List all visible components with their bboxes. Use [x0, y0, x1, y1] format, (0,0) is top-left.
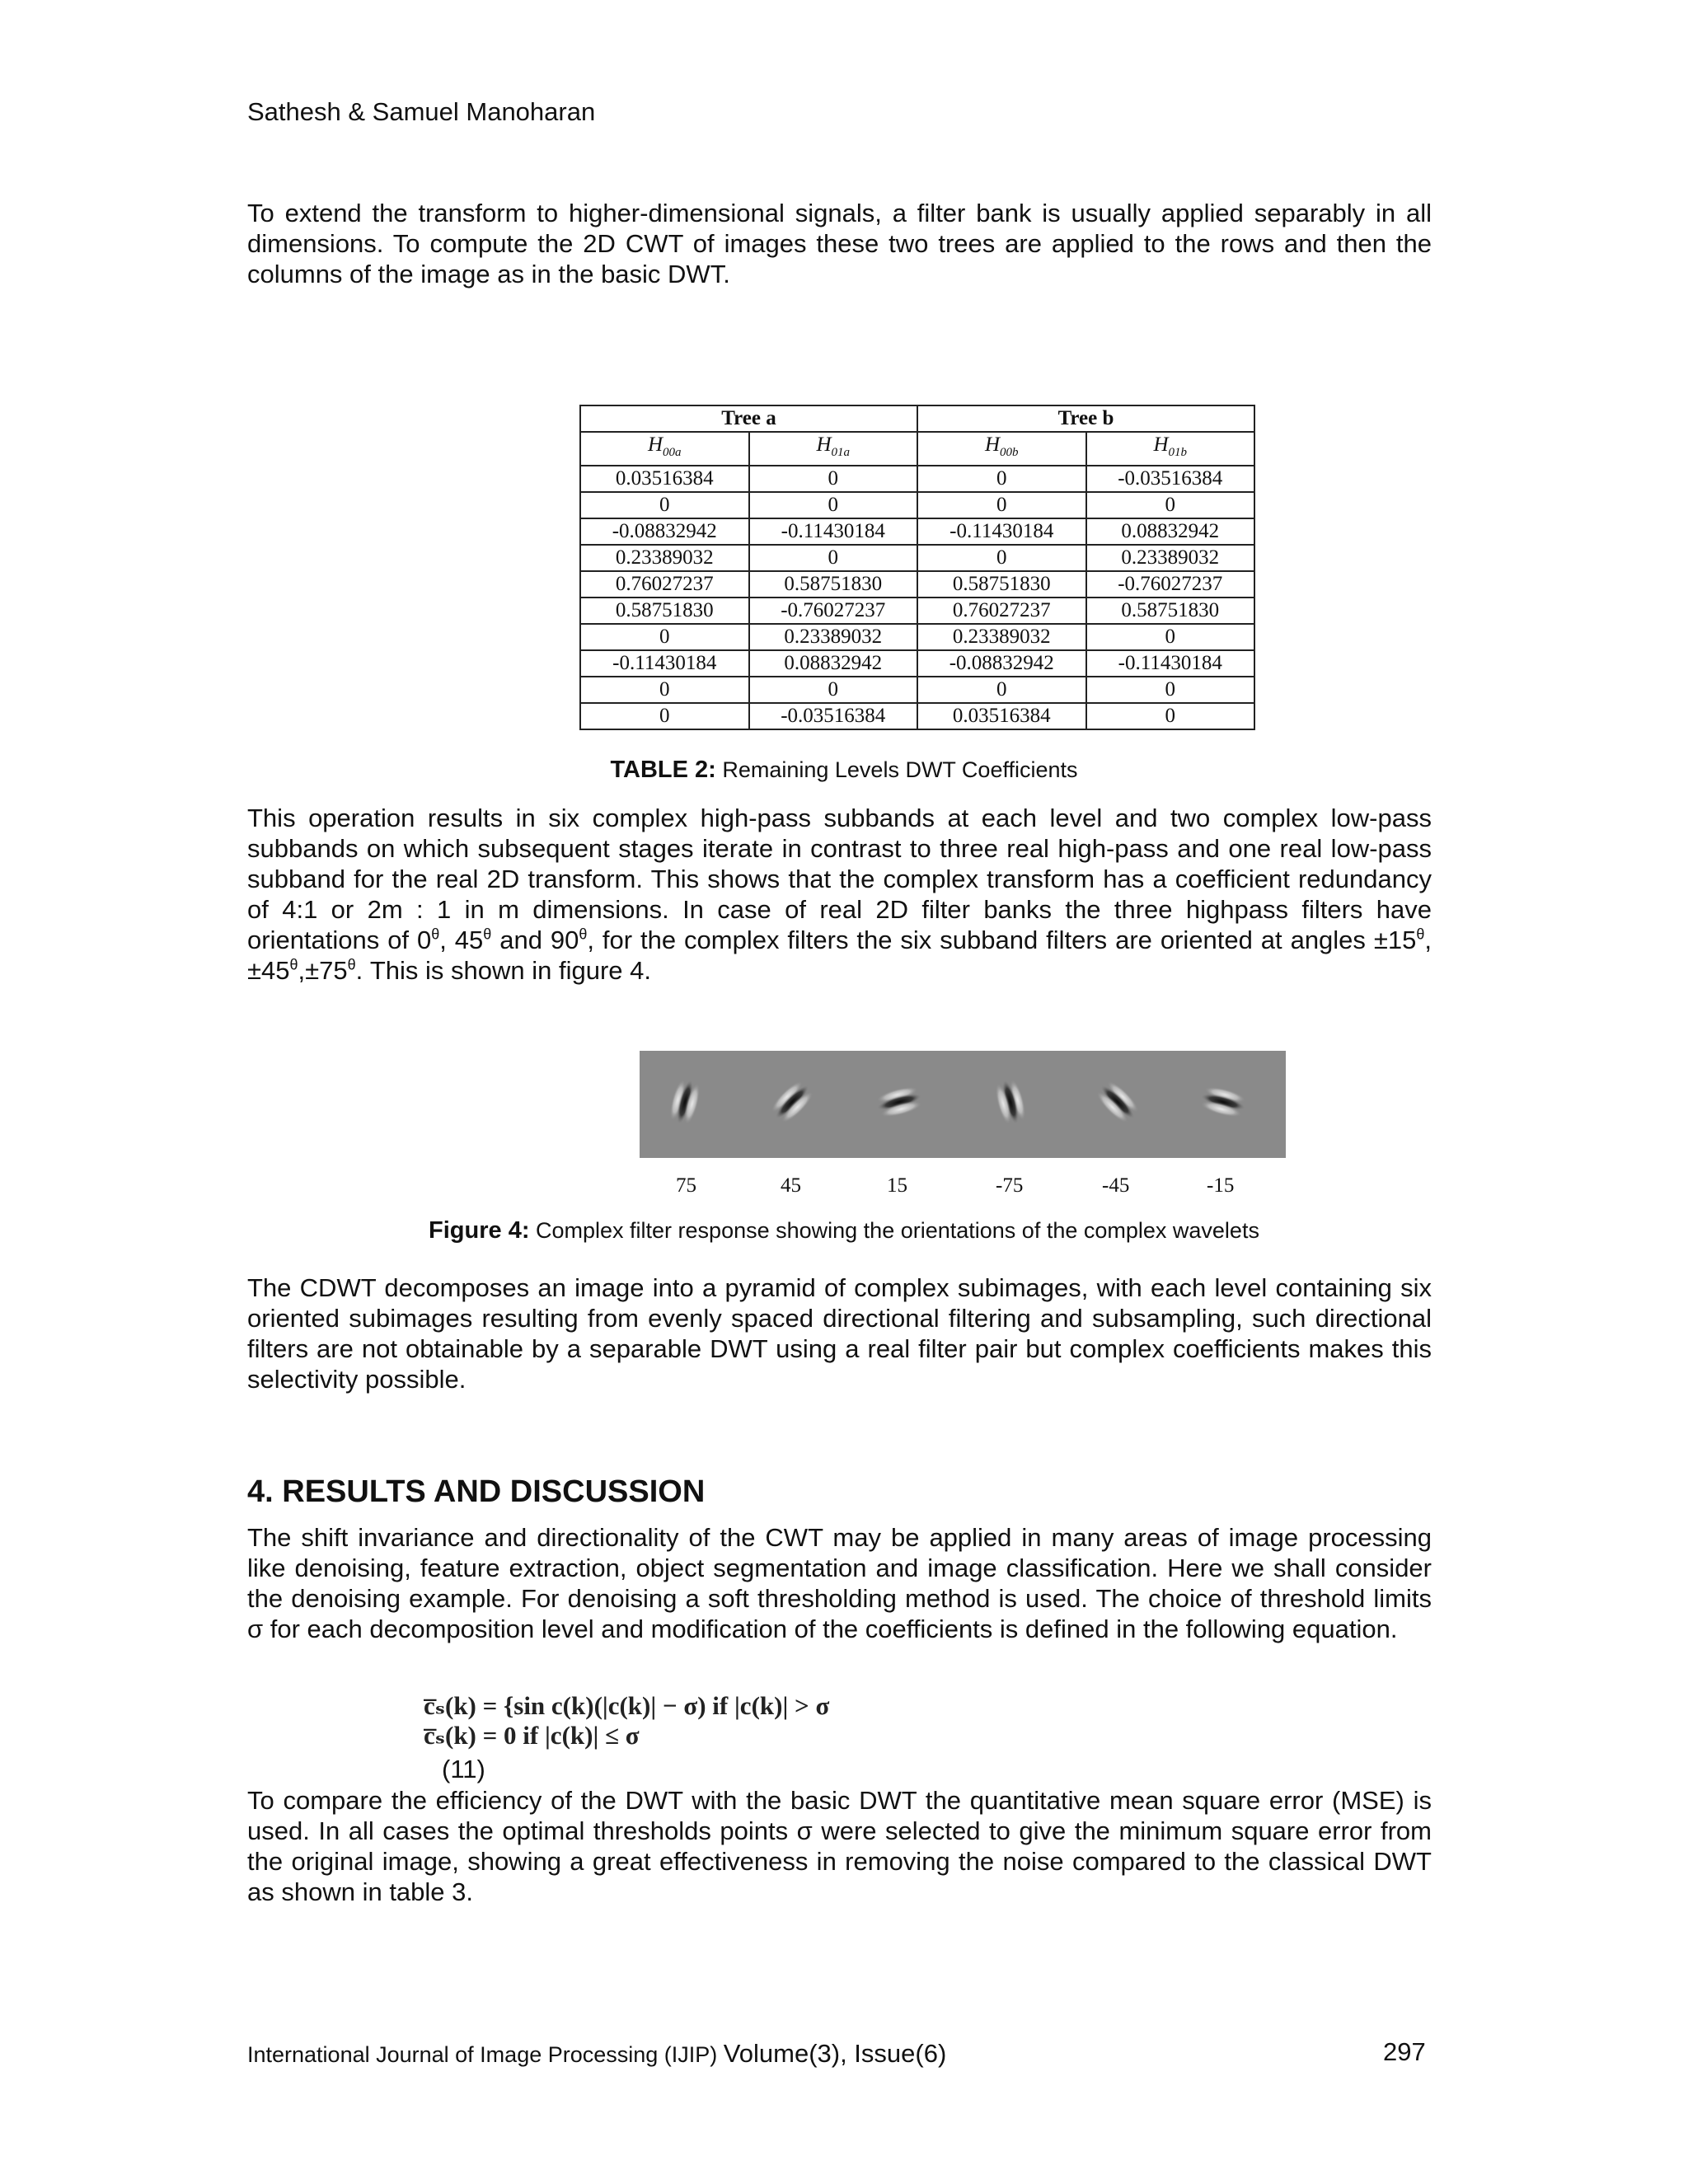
section-heading: 4. RESULTS AND DISCUSSION [247, 1474, 706, 1509]
theta-sup: θ [579, 926, 588, 943]
table-cell: 0 [917, 466, 1086, 492]
table-cell: 0 [1086, 624, 1255, 650]
table-cell: 0.58751830 [1086, 598, 1255, 624]
table-cell: 0.23389032 [580, 545, 749, 571]
para2-part-a: This operation results in six complex high-pass subbands at each level and two complex low-pass subbands on which subsequent stages iterate in contrast to three real high-pass and one real low-pass subband for the real 2D transform. This shows that the complex transform has a coefficient redundancy of 4:1 or 2m : 1 in m dimensions. In case of real 2D filter banks the three highpass filters have orientations of 0 [247, 804, 1432, 954]
wavelet-orientation-image [640, 1051, 1286, 1158]
journal-volume: Volume(3), Issue(6) [723, 2039, 947, 2068]
table-cell: 0 [1086, 492, 1255, 518]
para2-part-c: and 90 [491, 926, 579, 954]
table-row [580, 677, 1254, 703]
table-cell: -0.03516384 [749, 703, 918, 729]
theta-sup: θ [483, 926, 492, 943]
table-cell: 0 [1086, 703, 1255, 729]
table-caption-text: Remaining Levels DWT Coefficients [715, 757, 1078, 782]
table-row [580, 545, 1254, 571]
orientation-label: -15 [1207, 1174, 1235, 1197]
table-cell: -0.11430184 [917, 518, 1086, 545]
column-header: $H_{00a}$ [580, 432, 749, 466]
table-row [580, 624, 1254, 650]
para2-part-g: . This is shown in figure 4. [355, 956, 652, 985]
paragraph-mse: To compare the efficiency of the DWT with the basic DWT the quantitative mean square error (MSE) is used. In all cases the optimal thresholds points σ were selected to give the minimum square error from the original image, showing a great effectiveness in removing the noise compared to the classical DWT as shown in table 3. [247, 1786, 1432, 1906]
table-cell: -0.76027237 [1086, 571, 1255, 598]
table-cell: 0 [917, 545, 1086, 571]
table-cell: 0.23389032 [1086, 545, 1255, 571]
figure-caption-label: Figure 4: [429, 1217, 530, 1244]
table-cell: 0.58751830 [917, 571, 1086, 598]
table-cell: 0.76027237 [917, 598, 1086, 624]
table-column-header-row [580, 432, 1254, 466]
theta-sup: θ [1416, 926, 1425, 943]
table-cell: 0 [749, 545, 918, 571]
theta-sup: θ [347, 956, 356, 973]
orientation-label: 75 [676, 1174, 696, 1197]
table-cell: 0.08832942 [749, 650, 918, 677]
running-header: Sathesh & Samuel Manoharan [247, 97, 596, 126]
table-row [580, 466, 1254, 492]
table-group-header-row [580, 405, 1254, 432]
column-header: $H_{01b}$ [1086, 432, 1255, 466]
paragraph-results: The shift invariance and directionality of the CWT may be applied in many areas of image processing like denoising, feature extraction, object segmentation and image classification. Here we shall consider the denoising example. For denoising a soft thresholding method is used. The choice of threshold limits σ for each decomposition level and modification of the coefficients is defined in the following equation. [247, 1523, 1432, 1643]
orientation-label: 45 [781, 1174, 801, 1197]
para2-part-d: , for the complex filters the six subband filters are oriented at angles ±15 [587, 926, 1417, 954]
journal-footer [247, 2039, 946, 2069]
equation-line-1: c̅ₛ(k) = {sin c(k)(|c(k)| − σ) if |c(k)| > σ [424, 1691, 830, 1720]
table-cell: -0.08832942 [917, 650, 1086, 677]
paragraph-intro: To extend the transform to higher-dimensional signals, a filter bank is usually applied separably in all dimensions. To compute the 2D CWT of images these two trees are applied to the rows and then the columns of the image as in the basic DWT. [247, 199, 1432, 288]
para2-part-f: ,±75 [298, 956, 348, 985]
table-row [580, 598, 1254, 624]
table-caption [0, 757, 1688, 784]
table-cell: 0.08832942 [1086, 518, 1255, 545]
figure-caption-text: Complex filter response showing the orientations of the complex wavelets [529, 1218, 1259, 1243]
column-header: $H_{00b}$ [917, 432, 1086, 466]
table-cell: 0 [580, 492, 749, 518]
paragraph-subbands [247, 803, 1432, 986]
table-cell: 0.58751830 [580, 598, 749, 624]
table-cell: 0.03516384 [917, 703, 1086, 729]
table-cell: -0.11430184 [749, 518, 918, 545]
table-cell: 0 [749, 466, 918, 492]
journal-name: International Journal of Image Processing (IJIP) [247, 2042, 724, 2067]
paragraph-cdwt: The CDWT decomposes an image into a pyramid of complex subimages, with each level containing six oriented subimages resulting from evenly spaced directional filtering and subsampling, such directional filters are not obtainable by a separable DWT using a real filter pair but complex coefficients makes this selectivity possible. [247, 1273, 1432, 1394]
table-cell: 0.76027237 [580, 571, 749, 598]
group-header-tree-a: Tree a [580, 405, 917, 432]
figure-orientation-labels [640, 1174, 1286, 1201]
figure-caption [0, 1217, 1688, 1244]
table-caption-label: TABLE 2: [610, 757, 716, 783]
para2-part-e: ,±45 [247, 926, 1432, 985]
table-cell: 0.23389032 [749, 624, 918, 650]
table-cell: 0.58751830 [749, 571, 918, 598]
orientation-label: -45 [1102, 1174, 1130, 1197]
table-cell: 0 [580, 703, 749, 729]
table-cell: 0 [749, 492, 918, 518]
table-row [580, 492, 1254, 518]
table-cell: 0 [580, 624, 749, 650]
equation-number: (11) [442, 1755, 485, 1783]
table-body [580, 432, 1254, 729]
table-cell: 0.23389032 [917, 624, 1086, 650]
table-cell: 0 [917, 677, 1086, 703]
orientation-label: -75 [996, 1174, 1024, 1197]
table-cell: -0.08832942 [580, 518, 749, 545]
page-number: 297 [1383, 2037, 1426, 2066]
table-cell: -0.11430184 [580, 650, 749, 677]
para2-part-b: , 45 [439, 926, 484, 954]
equation-11 [424, 1691, 918, 1750]
table-row [580, 518, 1254, 545]
table-cell: 0.03516384 [580, 466, 749, 492]
table-cell: 0 [749, 677, 918, 703]
orientation-label: 15 [887, 1174, 907, 1197]
wavelet-orientation-figure [640, 1051, 1286, 1158]
theta-sup: θ [431, 926, 440, 943]
column-header: $H_{01a}$ [749, 432, 918, 466]
table-cell: 0 [917, 492, 1086, 518]
table-cell: 0 [1086, 677, 1255, 703]
table-row [580, 703, 1254, 729]
table-row [580, 650, 1254, 677]
theta-sup: θ [289, 956, 298, 973]
coefficients-table-container [579, 405, 1255, 730]
table-cell: -0.03516384 [1086, 466, 1255, 492]
coefficients-table [579, 405, 1255, 730]
table-cell: -0.11430184 [1086, 650, 1255, 677]
table-cell: -0.76027237 [749, 598, 918, 624]
group-header-tree-b: Tree b [917, 405, 1254, 432]
table-cell: 0 [580, 677, 749, 703]
equation-line-2: c̅ₛ(k) = 0 if |c(k)| ≤ σ [424, 1721, 640, 1750]
table-row [580, 571, 1254, 598]
